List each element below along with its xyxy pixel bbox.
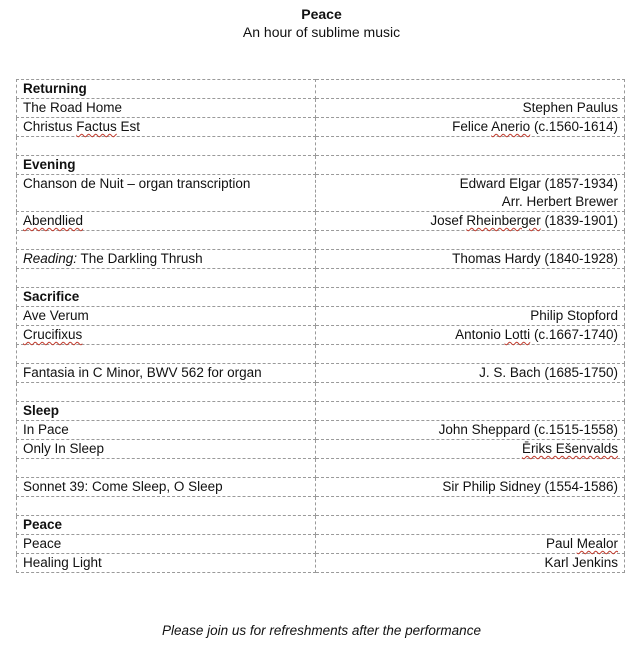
piece-title: Ave Verum <box>17 307 316 326</box>
spacer-row <box>17 497 625 516</box>
composer: John Sheppard (c.1515-1558) <box>316 421 625 440</box>
spacer-row <box>17 137 625 156</box>
section-header-sleep <box>17 402 625 421</box>
piece-title: Sonnet 39: Come Sleep, O Sleep <box>17 478 316 497</box>
spellcheck-word: Crucifixus <box>23 327 83 342</box>
spellcheck-word: Mealor <box>576 536 618 551</box>
spacer-row <box>17 269 625 288</box>
spellcheck-word: Factus <box>76 119 117 134</box>
table-row <box>17 118 625 137</box>
reading-label: Reading: <box>23 251 78 266</box>
arranger: Arr. Herbert Brewer <box>501 194 618 209</box>
programme-table <box>16 79 625 573</box>
page-title: Peace <box>301 6 342 22</box>
composer: Paul Mealor <box>316 535 625 554</box>
piece-title: Reading: The Darkling Thrush <box>17 250 316 269</box>
table-row <box>17 478 625 497</box>
piece-title <box>17 212 316 231</box>
composer <box>316 440 625 459</box>
composer: Philip Stopford <box>316 307 625 326</box>
spacer-row <box>17 383 625 402</box>
section-header-evening <box>17 156 625 175</box>
section-heading: Returning <box>17 80 316 99</box>
piece-title: Only In Sleep <box>17 440 316 459</box>
section-heading: Evening <box>17 156 316 175</box>
table-row <box>17 175 625 212</box>
composer: Antonio Lotti (c.1667-1740) <box>316 326 625 345</box>
spellcheck-word: Rheinberger <box>466 213 541 228</box>
section-heading: Sacrifice <box>17 288 316 307</box>
piece-title: The Road Home <box>17 99 316 118</box>
piece-title: Chanson de Nuit – organ transcription <box>17 175 316 212</box>
composer: Sir Philip Sidney (1554-1586) <box>316 478 625 497</box>
table-row <box>17 307 625 326</box>
composer: Thomas Hardy (1840-1928) <box>316 250 625 269</box>
section-header-sacrifice <box>17 288 625 307</box>
table-row <box>17 326 625 345</box>
page-subtitle: An hour of sublime music <box>242 24 401 40</box>
composer: Josef Rheinberger (1839-1901) <box>316 212 625 231</box>
piece-title: In Pace <box>17 421 316 440</box>
spellcheck-word: Lotti <box>504 327 531 342</box>
piece-title <box>17 326 316 345</box>
table-row <box>17 212 625 231</box>
section-heading: Sleep <box>17 402 316 421</box>
footer-note: Please join us for refreshments after the performance <box>162 623 481 638</box>
spellcheck-word: Abendlied <box>23 213 84 228</box>
table-row <box>17 99 625 118</box>
table-row <box>17 364 625 383</box>
composer: Edward Elgar (1857-1934) Arr. Herbert Brewer <box>316 175 625 212</box>
composer: Felice Anerio (c.1560-1614) <box>316 118 625 137</box>
section-header-peace <box>17 516 625 535</box>
spellcheck-word: Anerio <box>491 119 531 134</box>
table-row <box>17 554 625 573</box>
composer: J. S. Bach (1685-1750) <box>316 364 625 383</box>
piece-title: Christus Factus Est <box>17 118 316 137</box>
piece-title: Fantasia in C Minor, BWV 562 for organ <box>17 364 316 383</box>
table-row <box>17 421 625 440</box>
spacer-row <box>17 345 625 364</box>
table-row <box>17 250 625 269</box>
section-heading: Peace <box>17 516 316 535</box>
composer: Karl Jenkins <box>316 554 625 573</box>
piece-title: Peace <box>17 535 316 554</box>
spacer-row <box>17 231 625 250</box>
section-header-returning <box>17 80 625 99</box>
table-row <box>17 440 625 459</box>
piece-title: Healing Light <box>17 554 316 573</box>
composer: Stephen Paulus <box>316 99 625 118</box>
table-row <box>17 535 625 554</box>
spellcheck-word: Ēriks Ešenvalds <box>521 441 618 456</box>
spacer-row <box>17 459 625 478</box>
